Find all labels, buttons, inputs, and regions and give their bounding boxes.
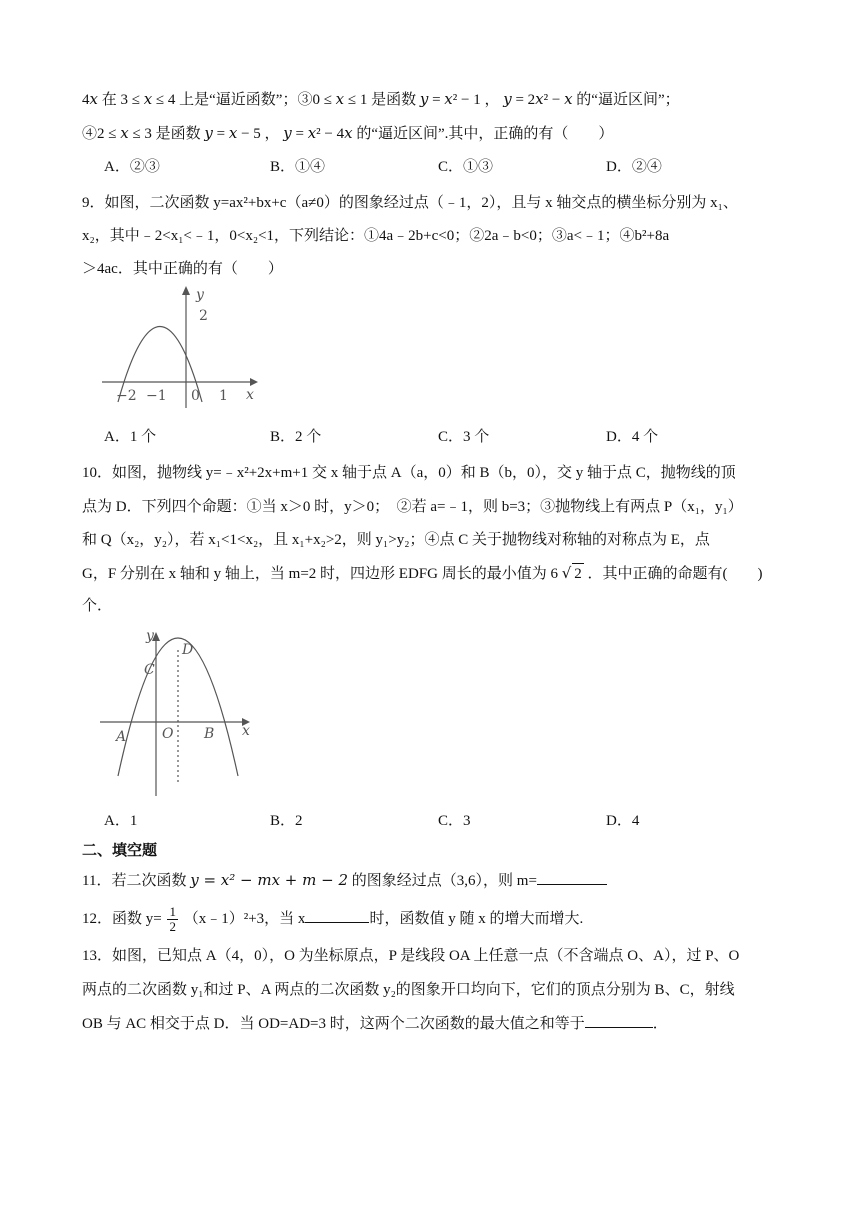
q12-mid: （x﹣1）²+3，当 x — [183, 911, 306, 927]
q13-line3-post: ． — [652, 1016, 668, 1032]
section-heading-fill-in: 二、填空题 — [82, 841, 158, 859]
q11-answer-blank[interactable] — [537, 870, 607, 885]
q12-line — [82, 904, 583, 934]
q9-option-a[interactable]: A．1 个 — [104, 429, 157, 445]
q10-line3: 和 Q（x₂，y₂），若 x₁<1<x₂，且 x₁+x₂>2，则 y₁>y₂；④点 C 关于抛物线对称轴的对称点为 E，点 — [82, 532, 710, 548]
q10-options — [104, 811, 824, 831]
q13-answer-blank[interactable] — [585, 1013, 653, 1028]
q13-line3 — [82, 1013, 668, 1034]
q10-line4-pre: G，F 分别在 x 轴和 y 轴上，当 m=2 时，四边形 EDFG 周长的最小值为 6 — [82, 566, 558, 582]
q12-pre: 12．函数 y= — [82, 911, 162, 927]
q10-label-d: D — [182, 642, 194, 658]
q9-option-b[interactable]: B．2 个 — [270, 429, 322, 445]
q9-parabola-graph — [98, 282, 268, 412]
q8-line2: ④2 ≤ 𝑥 ≤ 3 是函数 𝑦 = 𝑥 − 5 ， 𝑦 = 𝑥² − 4𝑥 的“逼近区间”.其中，正确的有（ ） — [82, 126, 614, 142]
q12-fraction — [167, 905, 178, 934]
q10-line2: 点为 D．下列四个命题：①当 x＞0 时，y＞0； ②若 a=﹣1，则 b=3；③抛物线上有两点 P（x₁，y₁） — [82, 499, 743, 515]
q8-options — [104, 157, 824, 177]
q10-option-a[interactable]: A．1 — [104, 813, 138, 829]
q10-label-o: O — [162, 726, 174, 742]
q10-option-b[interactable]: B．2 — [270, 813, 303, 829]
q9-line3: ＞4ac．其中正确的有（ ） — [82, 261, 283, 277]
q10-label-b: B — [204, 726, 215, 742]
q10-option-d[interactable]: D．4 — [606, 813, 640, 829]
q13-line3-pre: OB 与 AC 相交于点 D．当 OD=AD=3 时，这两个二次函数的最大值之和等于 — [82, 1016, 585, 1032]
q10-option-c[interactable]: C．3 — [438, 813, 471, 829]
q12-frac-numerator: 1 — [169, 904, 176, 920]
q10-line1: 10．如图，抛物线 y=﹣x²+2x+m+1 交 x 轴于点 A（a，0）和 B（b，0），交 y 轴于点 C，抛物线的顶 — [82, 465, 736, 481]
sqrt-icon: √ — [561, 564, 572, 582]
q9-line1: 9．如图，二次函数 y=ax²+bx+c（a≠0）的图象经过点（﹣1，2），且与 x 轴交点的横坐标分别为 x₁、 — [82, 195, 738, 211]
q9-x-label: x — [246, 387, 254, 403]
q10-line5: 个． — [82, 598, 113, 614]
q11-formula: y = x² − mx + m − 2 — [190, 871, 349, 889]
q9-tick-y2: 2 — [199, 308, 208, 324]
q8-option-b[interactable]: B．①④ — [270, 159, 326, 175]
q10-label-c: C — [144, 662, 155, 678]
q10-x-label: x — [242, 723, 250, 739]
q9-tick-x-1: 1 — [219, 388, 228, 404]
q12-answer-blank[interactable] — [305, 908, 369, 923]
q8-option-c[interactable]: C．①③ — [438, 159, 494, 175]
q13-line1: 13．如图，已知点 A（4，0），O 为坐标原点，P 是线段 OA 上任意一点（不含端点 O、A），过 P、O — [82, 948, 740, 964]
q9-options — [104, 427, 824, 447]
q13-line2: 两点的二次函数 y₁和过 P、A 两点的二次函数 y₂的图象开口均向下，它们的顶点分别为 B、C，射线 — [82, 982, 735, 998]
q9-tick-x-neg2: −2 — [116, 388, 137, 404]
q10-line4-post: ．其中正确的命题有( ) — [587, 566, 763, 582]
q8-line1: 4𝑥 在 3 ≤ 𝑥 ≤ 4 上是“逼近函数”；③0 ≤ 𝑥 ≤ 1 是函数 𝑦 = 𝑥² − 1 ， 𝑦 = 2𝑥² − 𝑥 的“逼近区间”； — [82, 92, 680, 108]
q9-tick-x-0: 0 — [191, 388, 200, 404]
q9-option-c[interactable]: C．3 个 — [438, 429, 490, 445]
q10-line4-radicand: 2 — [572, 563, 584, 584]
q10-parabola-graph — [96, 624, 266, 800]
q8-option-d[interactable]: D．②④ — [606, 159, 662, 175]
q10-y-label: y — [146, 628, 154, 644]
q11-pre: 11．若二次函数 — [82, 873, 191, 889]
q9-option-d[interactable]: D．4 个 — [606, 429, 659, 445]
q12-post: 时，函数值 y 随 x 的增大而增大. — [369, 911, 584, 927]
q12-frac-denominator: 2 — [169, 919, 176, 935]
q9-line2: x₂，其中﹣2<x₁<﹣1，0<x₂<1，下列结论：①4a﹣2b+c<0；②2a﹣b<0；③a<﹣1；④b²+8a — [82, 228, 670, 244]
q8-option-a[interactable]: A．②③ — [104, 159, 160, 175]
q10-label-a: A — [116, 729, 127, 745]
q9-y-label: y — [196, 287, 204, 303]
q11-line — [82, 870, 607, 891]
q9-tick-x-neg1: −1 — [146, 388, 167, 404]
q10-line4 — [82, 563, 763, 584]
q11-post: 的图象经过点（3,6），则 m= — [351, 873, 537, 889]
